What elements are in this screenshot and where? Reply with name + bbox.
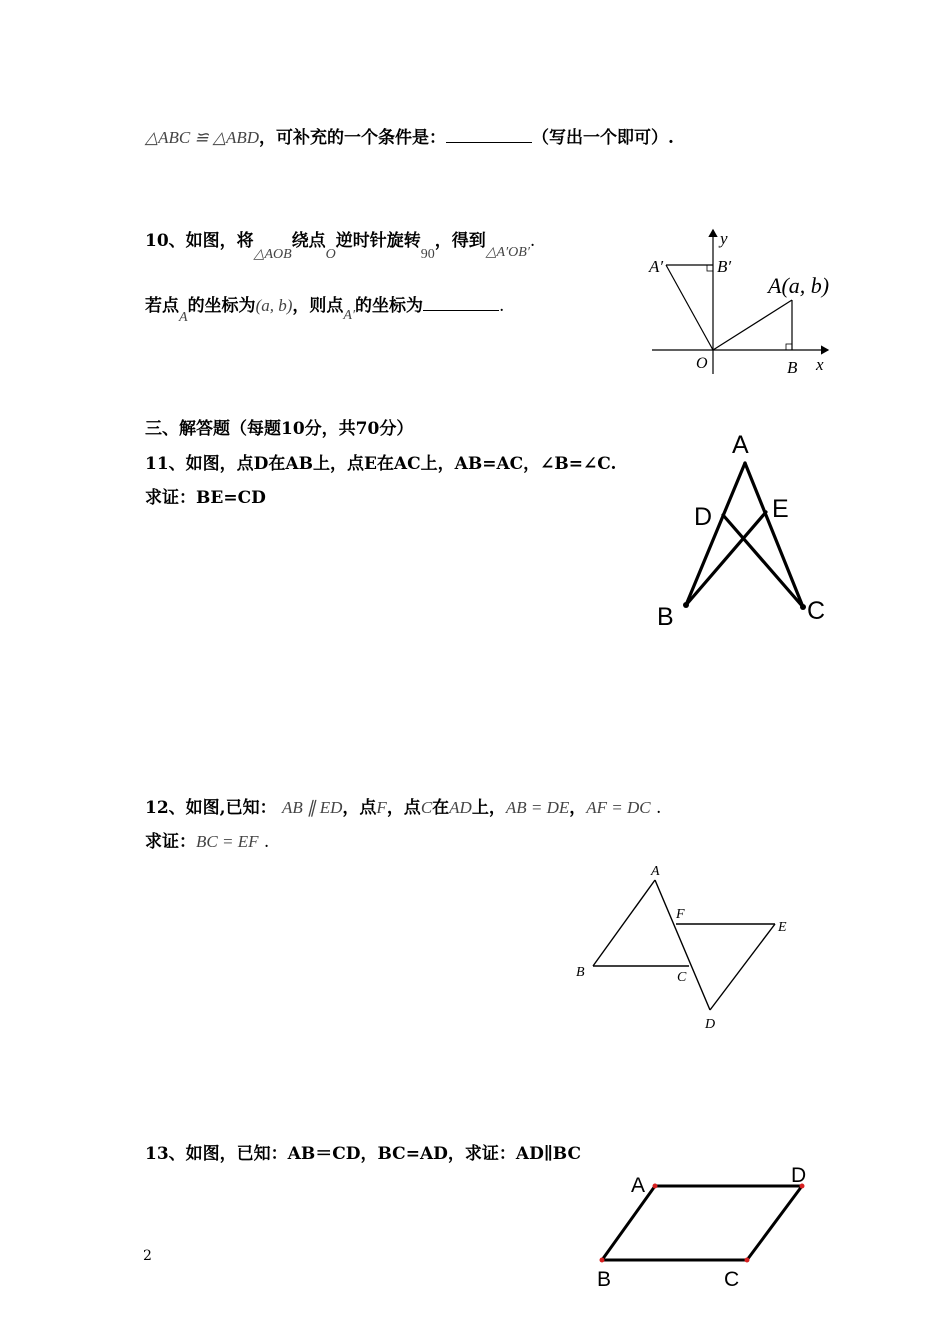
q12-text: 上， <box>471 798 506 818</box>
segment-ac <box>745 463 803 607</box>
q13-line1: 13、如图，已知：AB＝CD，BC=AD，求证：AD∥BC <box>145 1144 582 1164</box>
q12-number: 12、如图,已知： <box>145 798 277 818</box>
label-d: D <box>705 1017 716 1032</box>
q12-period: . <box>263 832 270 852</box>
q12-text: ，点 <box>342 798 377 818</box>
point-c <box>745 1258 750 1263</box>
q10-text: 绕点 <box>291 231 326 251</box>
q10-point-o: O <box>325 247 336 262</box>
q12-line2 <box>145 831 269 853</box>
q10-angle: 90 <box>420 247 435 262</box>
label-f: F <box>676 907 685 922</box>
q10-triangle-aob: △AOB <box>253 247 292 262</box>
q10-point-a: A <box>179 310 188 325</box>
label-b: B <box>787 358 798 377</box>
section-3-title: 三、解答题（每题10分，共70分） <box>145 419 414 439</box>
right-angle-b1 <box>707 265 713 271</box>
q10-text: 的坐标为 <box>187 296 256 316</box>
segment-de <box>710 924 775 1010</box>
label-c: C <box>724 1268 740 1291</box>
q9-note: （写出一个即可）. <box>532 128 674 148</box>
q10-text: ，得到 <box>434 231 486 251</box>
q9-congruence: △ABC ≌ △ABD <box>145 128 260 147</box>
q11-figure <box>650 425 840 635</box>
q12-period: . <box>656 798 662 818</box>
q10-text: 逆时针旋转 <box>335 231 421 251</box>
q12-prove-label: 求证： <box>145 832 196 852</box>
q12-bc-ef: BC = EF <box>196 832 259 851</box>
q9-condition-line <box>145 126 674 149</box>
label-a: A <box>732 431 749 459</box>
segment-ad <box>655 880 710 1010</box>
q9-answer-blank <box>446 126 532 143</box>
label-b: B <box>657 603 674 631</box>
segment-ab <box>593 880 655 966</box>
q12-text: ， <box>569 798 587 818</box>
q12-parallel: AB ∥ ED <box>281 798 343 817</box>
q9-text: ，可补充的一个条件是： <box>259 128 447 148</box>
label-x: x <box>816 355 824 374</box>
point-c <box>800 604 806 610</box>
label-c: C <box>677 970 687 985</box>
point-a <box>653 1184 658 1189</box>
q10-line2 <box>145 294 505 325</box>
q10-text: 的坐标为 <box>355 296 424 316</box>
label-d: D <box>694 503 713 531</box>
label-a-ab: A(a, b) <box>768 273 830 298</box>
q10-rotation-figure <box>640 222 840 382</box>
q10-triangle-a1ob1: △A′OB′ <box>485 245 530 260</box>
q11-line1: 11、如图，点D在AB上，点E在AC上，AB=AC，∠B=∠C. <box>145 454 617 474</box>
label-a: A <box>651 864 660 879</box>
q11-line2: 求证：BE=CD <box>145 488 266 508</box>
right-angle-b <box>786 344 792 350</box>
q10-coordinate: (a, b) <box>255 296 293 315</box>
segment-oa1 <box>666 265 713 350</box>
q10-period: . <box>529 231 536 251</box>
label-a1: A′ <box>649 257 664 276</box>
q12-text: 在 <box>432 798 450 818</box>
q10-answer-blank <box>423 294 499 311</box>
page-number: 2 <box>143 1248 152 1264</box>
q10-text: ，则点 <box>292 296 344 316</box>
label-b1: B′ <box>717 257 732 276</box>
q10-line1 <box>145 230 536 262</box>
q12-text: ，点 <box>386 798 421 818</box>
label-e: E <box>772 495 789 523</box>
point-b <box>600 1258 605 1263</box>
q12-ab-de: AB = DE <box>505 798 570 817</box>
q10-point-a1: A′ <box>343 308 356 323</box>
segment-ab <box>686 463 745 605</box>
q13-figure <box>585 1160 825 1300</box>
label-y: y <box>720 229 728 248</box>
segment-cd <box>723 515 803 607</box>
q10-period: . <box>499 296 505 316</box>
label-o: O <box>696 355 708 372</box>
q12-af-dc: AF = DC <box>586 798 651 817</box>
parallelogram-abcd <box>602 1186 802 1260</box>
label-c: C <box>807 597 826 625</box>
label-e: E <box>778 920 787 935</box>
q12-line1 <box>145 797 661 819</box>
label-b: B <box>597 1268 612 1291</box>
q12-segment-ad: AD <box>449 798 472 817</box>
q10-number: 10、如图，将 <box>145 231 254 251</box>
q12-point-f: F <box>376 798 387 817</box>
segment-oa <box>713 300 792 350</box>
label-a: A <box>631 1174 646 1197</box>
q12-figure <box>565 858 805 1038</box>
point-b <box>683 602 689 608</box>
q12-point-c: C <box>420 798 433 817</box>
q10-text: 若点 <box>145 296 179 316</box>
label-b: B <box>576 965 585 980</box>
label-d: D <box>791 1164 807 1187</box>
